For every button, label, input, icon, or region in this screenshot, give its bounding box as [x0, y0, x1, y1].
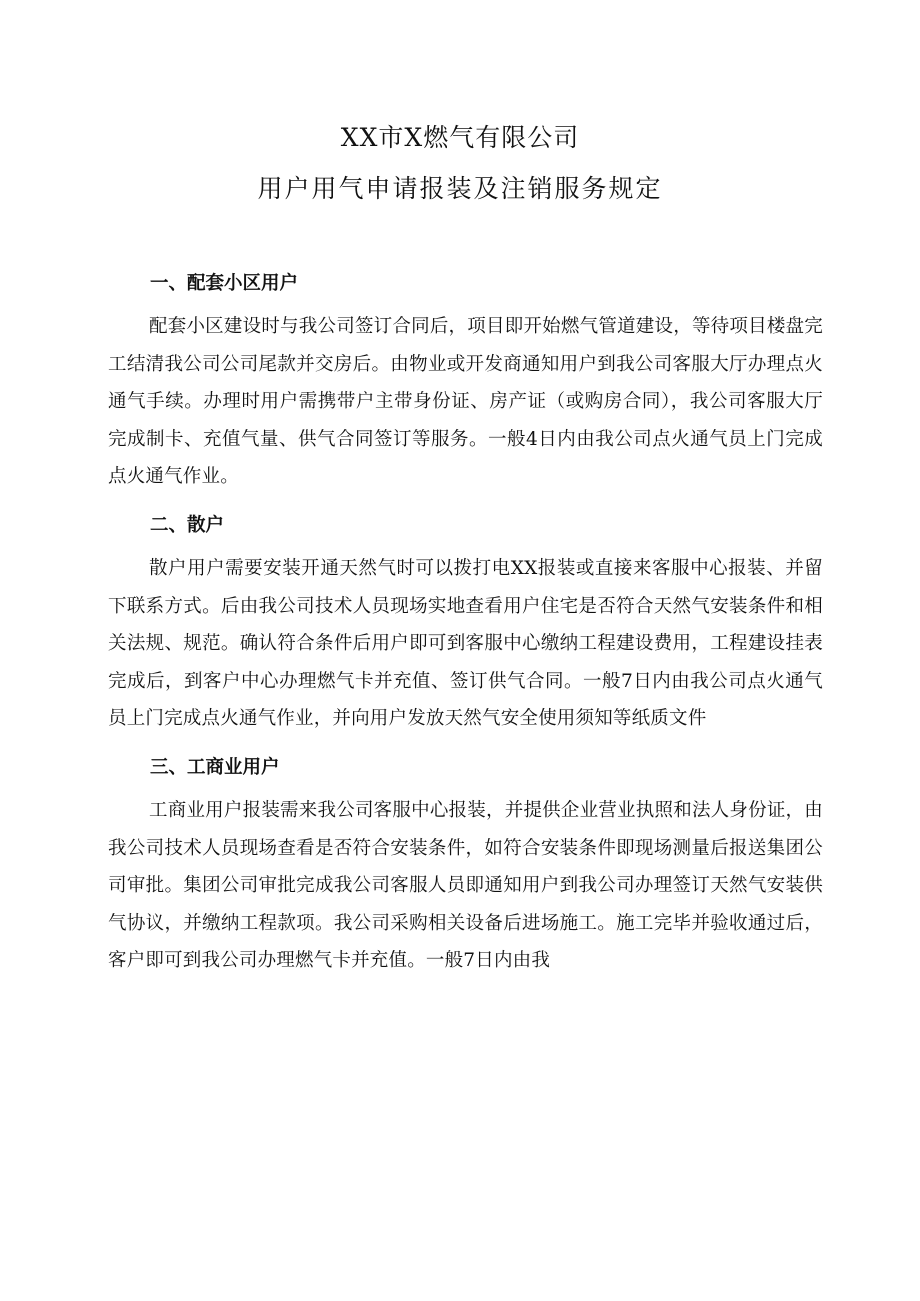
- section-heading: 一、配套小区用户: [150, 273, 299, 294]
- section-paragraph: 配套小区建设时与我公司签订合同后，项目即开始燃气管道建设，等待项目楼盘完工结清我公司公司尾款并交房后。由物业或开发商通知用户到我公司客服大厅办理点火通气手续。办理时用户需携带户主带身份证、房产证（或购房合同），我公司客服大厅完成制卡、充值气量、供气合同签订等服务。一般4日内由我公司点火通气员上门完成点火通气作业。: [108, 316, 823, 488]
- section-heading: 二、散户: [150, 514, 225, 536]
- section-heading: 三、工商业用户: [150, 756, 280, 778]
- company-title: XX市X燃气有限公司: [340, 123, 580, 152]
- section-residential-community: [108, 265, 823, 507]
- document-title: 用户用气申请报装及注销服务规定: [257, 174, 663, 203]
- section-commercial-users: [108, 749, 823, 980]
- document-body: [108, 265, 823, 980]
- section-individual-households: [108, 507, 823, 749]
- section-paragraph: 散户用户需要安装开通天然气时可以拨打电XX报装或直接来客服中心报装、并留下联系方式。后由我公司技术人员现场实地查看用户住宅是否符合天然气安装条件和相关法规、规范。确认符合条件后用户即可到客服中心缴纳工程建设费用，工程建设挂表完成后，到客户中心办理燃气卡并充值、签订供气合同。一般7日内由我公司点火通气员上门完成点火通气作业，并向用户发放天然气安全使用须知等纸质文件: [108, 557, 823, 730]
- section-paragraph: 工商业用户报装需来我公司客服中心报装，并提供企业营业执照和法人身份证，由我公司技术人员现场查看是否符合安装条件，如符合安装条件即现场测量后报送集团公司审批。集团公司审批完成我公司客服人员即通知用户到我公司办理签订天然气安装供气协议，并缴纳工程款项。我公司采购相关设备后进场施工。施工完毕并验收通过后，客户即可到我公司办理燃气卡并充值。一般7日内由我: [108, 799, 823, 972]
